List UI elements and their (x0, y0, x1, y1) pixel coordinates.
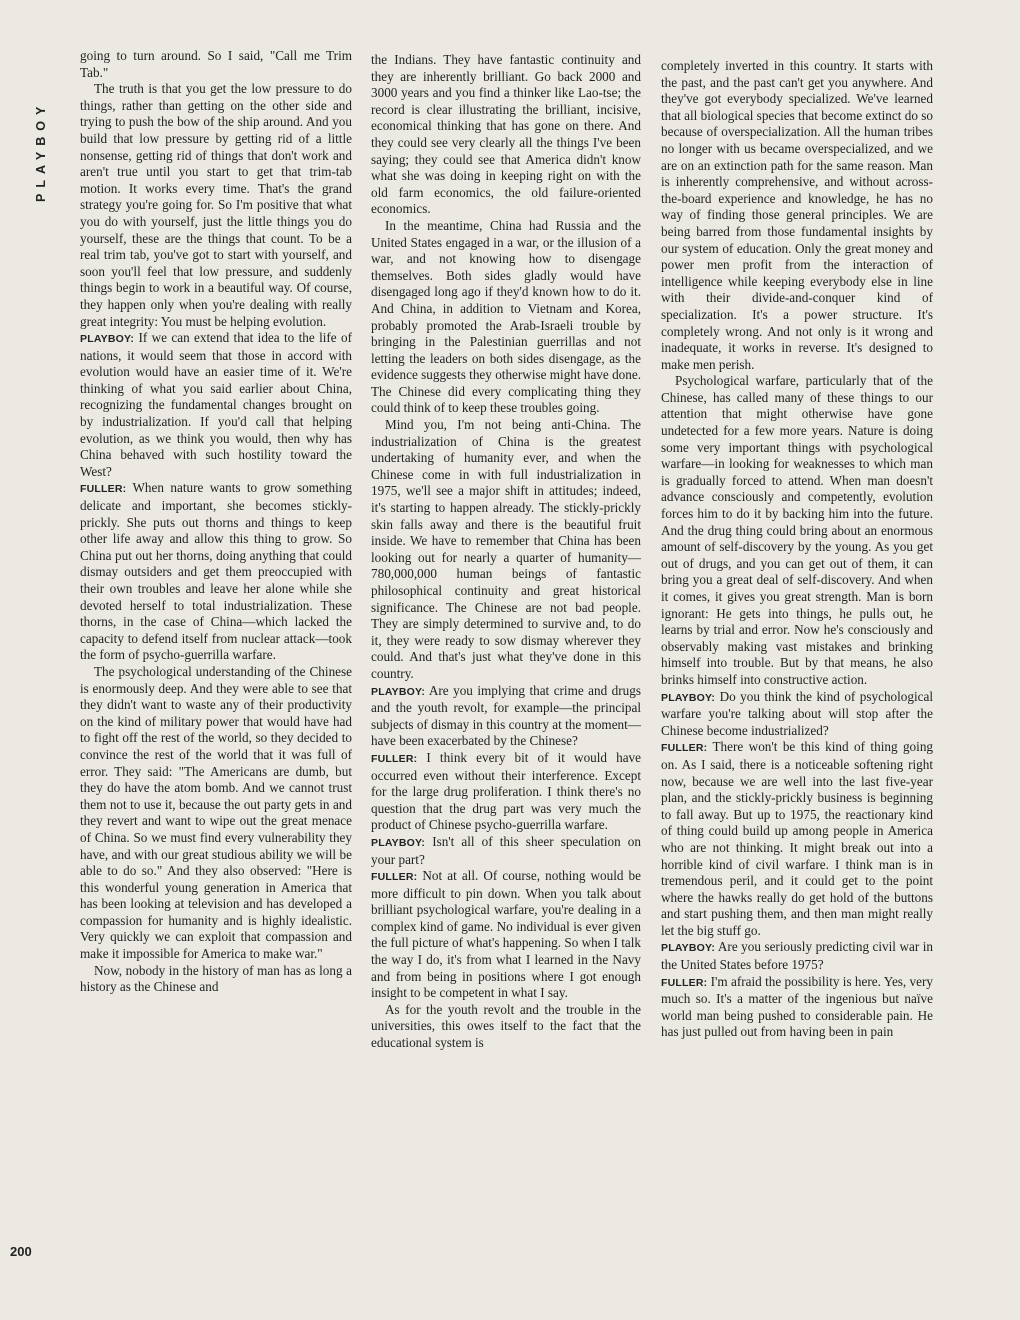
paragraph-text: going to turn around. So I said, "Call me Trim Tab." (80, 48, 352, 80)
paragraph-text: Not at all. Of course, nothing would be more difficult to pin down. When you talk about brilliant psychological warfare, you're dealing in a complex kind of game. No individual is ever given the full picture of what's happening. So when I talk the way I do, it's from what I learned in the Navy and from being in positions where I got enough insight to be competent in what I say. (371, 868, 642, 1001)
paragraph-text: If we can extend that idea to the life of nations, it would seem that those in accord with evolution would have an easier time of it. We're thinking of what you said earlier about China, recognizing the fundamental changes brought on by industrialization. If you'd call that helping evolution, as we think you would, then why has China behaved with such hostility toward the West? (80, 330, 352, 479)
paragraph-text: completely inverted in this country. It starts with the past, and the past can't get you anywhere. And they've got everybody specialized. We've learned that all biological species that become extinct do so because of overspecialization. All the human tribes no longer with us became overspecialized, and we are on an extinction path for the same reason. Man is inherently comprehensive, and without across-the-board experience and knowledge, he has no way of finding those general principles. We are being barred from those fundamental insights by our system of education. Only the great money and power men profit from the interaction of intelligence while keeping everybody else in line with their divide-and-conquer kind of specialization. It's a power structure. It's completely wrong. And not only is it wrong and inadequate, it works in reverse. It's designed to make men perish. (661, 58, 933, 372)
paragraph (80, 963, 352, 996)
paragraph (80, 480, 352, 664)
paragraph (371, 868, 641, 1002)
paragraph (80, 664, 352, 963)
speaker-label: PLAYBOY: (371, 685, 426, 698)
paragraph (661, 939, 933, 973)
magazine-side-logo: PLAYBOY (34, 100, 48, 202)
paragraph-text: The truth is that you get the low pressure to do things, rather than getting on the other side and trying to push the bow of the ship around. And you build that low pressure by getting rid of a little nonsense, getting rid of things that don't work and aren't true until you start to get that trim-tab motion. It works every time. That's the grand strategy you're going for. So I'm positive that what you do with yourself, just the little things you do yourself, these are the things that count. To be a real trim tab, you've got to start with yourself, and soon you'll feel that low pressure, and suddenly things begin to work in a beautiful way. Of course, they happen only when you're dealing with really great integrity: You must be helping evolution. (80, 81, 352, 329)
speaker-label: PLAYBOY: (371, 836, 426, 849)
paragraph (80, 330, 352, 480)
paragraph (371, 417, 641, 683)
text-column-1 (80, 48, 352, 996)
paragraph-text: When nature wants to grow something delicate and important, she becomes stickly-prickly. She puts out thorns and things to keep other life away and allow this thing to grow. So China put out her thorns, doing anything that could dismay outsiders and get them preoccupied with their own troubles and leave her alone while she devoted herself to total industrialization. These thorns, in the case of China—which lacked the capacity to defend itself from nuclear attack—took the form of psycho-guerrilla warfare. (80, 480, 352, 663)
paragraph-text: the Indians. They have fantastic continuity and they are inherently brilliant. Go back 2000 and 3000 years and you find a thinker like Lao-tse; the record is clear illustrating the brilliant, incisive, economical thinking that has gone on there. And they could see very clearly all the things I've been saying; they could see that America didn't know what she was doing in keeping right on with the old farm economics, the old failure-oriented economics. (371, 52, 641, 217)
text-column-2 (371, 52, 641, 1052)
paragraph (371, 1002, 641, 1052)
paragraph-text: There won't be this kind of thing going on. As I said, there is a noticeable softening right now, because we are well into the last five-year plan, and the stickly-prickly business is beginning to fall away. But up to 1975, the reactionary kind of thing could build up among people in America who are not thinking. It might break out into a horrible kind of civil warfare. I think man is in tremendous peril, and it could get to the point where the hawks really do get hold of the buttons and start pushing them, and then man might really let the big stuff go. (661, 739, 934, 938)
paragraph (371, 683, 641, 750)
speaker-label: PLAYBOY: (661, 942, 716, 955)
paragraph (371, 218, 641, 417)
paragraph-text: I think every bit of it would have occurred even without their interference. Except for the large drug proliferation. I think there's no question that the drug part was very much the product of Chinese psycho-guerrilla warfare. (371, 749, 642, 833)
paragraph-text: Do you think the kind of psychological warfare you're talking about will stop after the Chinese become industrialized? (661, 688, 934, 738)
speaker-label: FULLER: (661, 742, 708, 755)
paragraph (661, 373, 933, 688)
speaker-label: FULLER: (661, 976, 708, 989)
paragraph (661, 58, 933, 373)
paragraph (80, 48, 352, 81)
paragraph (371, 750, 641, 834)
paragraph (371, 834, 641, 868)
speaker-label: PLAYBOY: (661, 691, 716, 704)
paragraph (661, 689, 933, 740)
paragraph-text: Are you seriously predicting civil war in the United States before 1975? (661, 939, 933, 973)
paragraph (371, 52, 641, 218)
speaker-label: FULLER: (371, 871, 418, 884)
paragraph (80, 81, 352, 330)
paragraph-text: In the meantime, China had Russia and the United States engaged in a war, or the illusion of a war, and not knowing how to disengage themselves. Both sides gladly would have disengaged long ago if they'd known how to do it. And China, in addition to Vietnam and Korea, probably promoted the Arab-Israeli trouble by bringing in the Palestinian guerrillas and not letting the leaders on both sides disengage, as the evidence suggests they otherwise might have done. The Chinese did every complicating thing they could think of to keep these troubles going. (371, 217, 641, 416)
paragraph-text: Are you implying that crime and drugs and the youth revolt, for example—the principal subjects of dismay in this country at the moment—have been exacerbated by the Chinese? (371, 682, 641, 749)
paragraph-text: I'm afraid the possibility is here. Yes, very much so. It's a matter of the ingenious but naïve world man being pushed to considerable pain. He has just pulled out from having been in pain (661, 973, 933, 1040)
paragraph-text: The psychological understanding of the Chinese is enormously deep. And they were able to see that they didn't want to waste any of their productivity on the kind of military power that would have had to fight off the rest of the world, so they decided to convince the rest of the world that it was full of error. They said: "The Americans are dumb, but they do have the atom bomb. And we cannot trust them not to use it, because the out party gets in and they revert and want to wipe out the great menace of China. So we must find every vulnerability they have, and with our great studious ability we will be able to do so." And they also observed: "Here is this wonderful young generation in America that has been looking at television and has developed a compassion for humanity and is highly idealistic. Very quickly we can exploit that compassion and make it impossible for America to make war." (80, 663, 352, 962)
paragraph-text: Psychological warfare, particularly that of the Chinese, has called many of these things to our attention that might otherwise have gone undetected for a few more years. Nature is doing some very important things with psychological warfare—in looking for weaknesses to which man is gradually forced to attend. When man doesn't advance consciously and competently, evolution forces him to do it by backing him into the future. And the drug thing could bring about an enormous amount of self-discovery by the young. As you get out of drugs, and you can get out of them, it can bring you a great deal of self-discovery. And when it comes, it gives you great strength. Man is born ignorant: He gets into things, he pulls out, he learns by trial and error. Now he's consciously and observably making vast mistakes and brinking himself into trouble. But by that means, he also brinks himself into constructive action. (661, 373, 933, 687)
paragraph-text: As for the youth revolt and the trouble in the universities, this owes itself to the fact that the educational system is (371, 1001, 641, 1051)
paragraph-text: Now, nobody in the history of man has as long a history as the Chinese and (80, 962, 352, 995)
paragraph-text: Mind you, I'm not being anti-China. The industrialization of China is the greatest undertaking of humanity ever, and when the Chinese come in with full industrialization in 1975, we'll see a major shift in attitudes; indeed, it's starting to happen already. The stickly-prickly skin falls away and there is the beautiful fruit inside. We have to remember that China has been looking out for nearly a quarter of humanity—780,000,000 human beings of fantastic philosophical continuity and great historical significance. The Chinese are not bad people. They are simply determined to survive and, to do it, they were ready to sow dismay wherever they could. And that's just what they've done in this country. (371, 417, 641, 681)
speaker-label: PLAYBOY: (80, 333, 135, 346)
paragraph (661, 974, 933, 1041)
paragraph (661, 739, 933, 939)
text-column-3 (661, 58, 933, 1041)
page-number: 200 (10, 1244, 32, 1259)
speaker-label: FULLER: (80, 483, 127, 496)
paragraph-text: Isn't all of this sheer speculation on your part? (371, 833, 641, 867)
speaker-label: FULLER: (371, 752, 418, 765)
